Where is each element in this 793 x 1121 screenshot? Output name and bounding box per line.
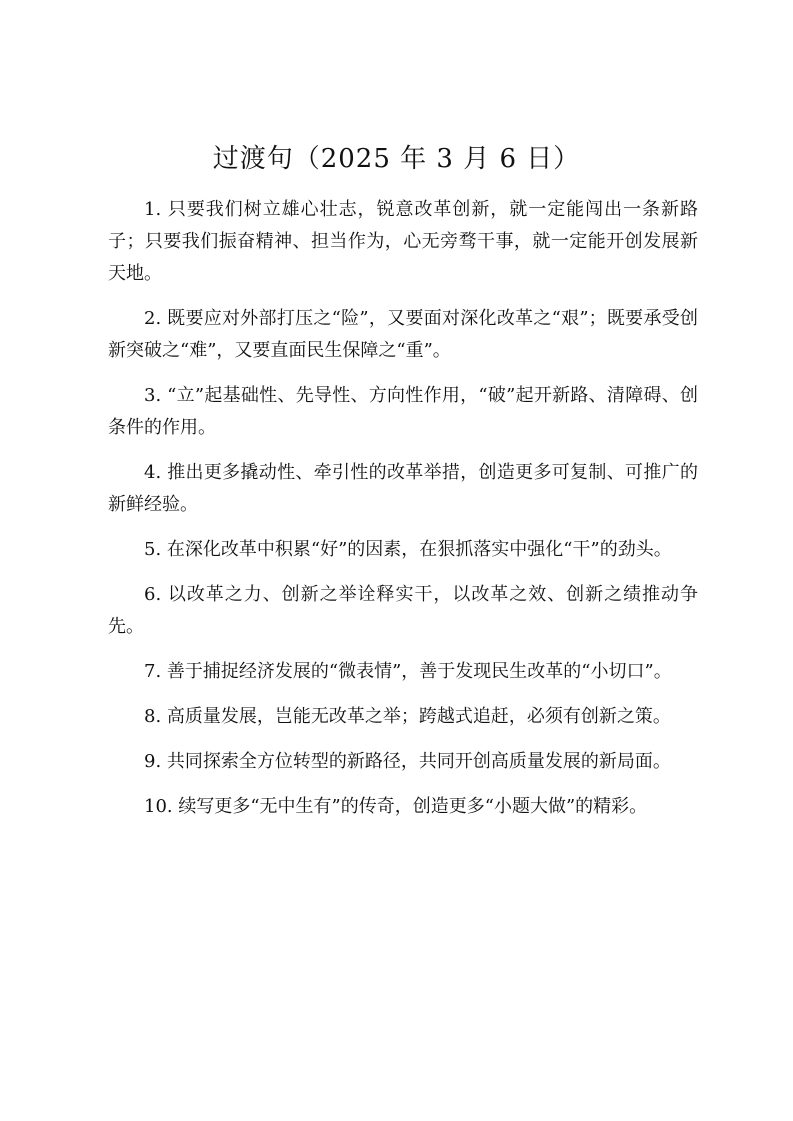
list-item: 4. 推出更多撬动性、牵引性的改革举措，创造更多可复制、可推广的新鲜经验。 bbox=[108, 462, 698, 515]
list-item: 8. 高质量发展，岂能无改革之举；跨越式追赶，必须有创新之策。 bbox=[144, 706, 671, 727]
list-item: 2. 既要应对外部打压之“险”，又要面对深化改革之“艰”；既要承受创新突破之“难”，又要直面民生保障之“重”。 bbox=[108, 308, 698, 361]
list-item: 1. 只要我们树立雄心壮志，锐意改革创新，就一定能闯出一条新路子；只要我们振奋精神、担当作为，心无旁骛干事，就一定能开创发展新天地。 bbox=[108, 199, 698, 284]
list-item: 9. 共同探索全方位转型的新路径，共同开创高质量发展的新局面。 bbox=[144, 751, 671, 772]
list-item: 10. 续写更多“无中生有”的传奇，创造更多“小题大做”的精彩。 bbox=[144, 796, 648, 817]
list-item: 7. 善于捕捉经济发展的“微表情”，善于发现民生改革的“小切口”。 bbox=[144, 661, 672, 682]
list-item: 5. 在深化改革中积累“好”的因素，在狠抓落实中强化“干”的劲头。 bbox=[144, 539, 672, 560]
list-item: 6. 以改革之力、创新之举诠释实干，以改革之效、创新之绩推动争先。 bbox=[108, 584, 698, 637]
list-item: 3. “立”起基础性、先导性、方向性作用，“破”起开新路、清障碍、创条件的作用。 bbox=[108, 385, 698, 438]
sentence-list bbox=[108, 194, 698, 836]
page-title: 过渡句（2025 年 3 月 6 日） bbox=[212, 144, 581, 174]
